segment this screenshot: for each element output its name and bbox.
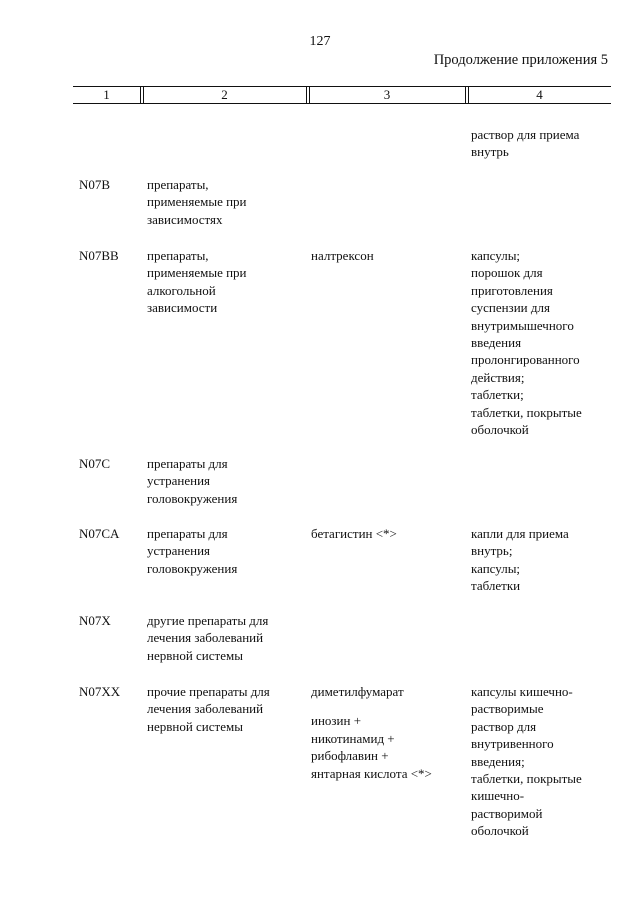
- substance-cell: [311, 683, 461, 782]
- table-header-row: [73, 86, 611, 104]
- appendix-continuation-label: Продолжение приложения 5: [433, 52, 608, 68]
- group-name-cell: [147, 455, 305, 507]
- atc-code-cell: N07CA: [79, 526, 120, 541]
- cell-line: растворимой: [471, 805, 543, 821]
- cell-line: порошок для: [471, 265, 543, 281]
- substance-cell: [311, 247, 461, 264]
- header-cell-3: 3: [383, 87, 391, 102]
- header-divider: [306, 87, 307, 103]
- dosage-forms-cell: [471, 247, 611, 438]
- group-name-cell: [147, 176, 305, 228]
- cell-line: головокружения: [147, 560, 238, 576]
- cell-line: устранения: [147, 543, 211, 559]
- cell-line: таблетки;: [471, 387, 524, 403]
- line-gap: [311, 700, 461, 712]
- cell-line: нервной системы: [147, 647, 243, 663]
- cell-line: зависимости: [147, 300, 218, 316]
- atc-code-cell: N07C: [79, 456, 111, 471]
- cell-line: оболочкой: [471, 823, 529, 839]
- cell-line: пролонгированного: [471, 352, 580, 368]
- cell-line: препараты для: [147, 526, 228, 541]
- atc-code-cell: N07XX: [79, 684, 121, 699]
- cell-line: действия;: [471, 369, 525, 385]
- dosage-forms-cell: [471, 525, 611, 595]
- atc-code-cell: N07BB: [79, 248, 119, 263]
- cell-line: бетагистин <*>: [311, 526, 397, 541]
- cell-line: внутривенного: [471, 736, 554, 752]
- cell-line: раствор для: [471, 718, 537, 734]
- cell-line: другие препараты для: [147, 613, 269, 628]
- cell-line: рибофлавин +: [311, 748, 389, 764]
- cell-line: нервной системы: [147, 718, 243, 734]
- dosage-forms-cell: [471, 683, 611, 840]
- cell-line: капсулы;: [471, 248, 521, 263]
- cell-line: капсулы кишечно-: [471, 684, 573, 699]
- cell-line: кишечно-: [471, 788, 525, 804]
- header-divider: [465, 87, 466, 103]
- cell-line: применяемые при: [147, 265, 247, 281]
- header-divider: [140, 87, 141, 103]
- group-name-cell: [147, 525, 305, 577]
- cell-line: налтрексон: [311, 248, 374, 263]
- cell-line: таблетки, покрытые: [471, 771, 582, 787]
- header-cell-2: 2: [221, 87, 228, 102]
- atc-code-cell: N07X: [79, 613, 111, 628]
- page-number: 127: [309, 34, 331, 49]
- cell-line: растворимые: [471, 701, 544, 717]
- dosage-forms-cell: [471, 126, 611, 161]
- cell-line: капли для приема: [471, 526, 569, 541]
- cell-line: введения: [471, 335, 522, 351]
- cell-line: зависимостях: [147, 211, 223, 227]
- cell-line: янтарная кислота <*>: [311, 765, 432, 781]
- cell-line: таблетки: [471, 578, 521, 594]
- substance-cell: [311, 525, 461, 542]
- group-name-cell: [147, 612, 305, 664]
- cell-line: алкогольной: [147, 282, 216, 298]
- cell-line: применяемые при: [147, 194, 247, 210]
- cell-line: внутрь: [471, 144, 509, 160]
- header-cell-1: 1: [103, 87, 110, 102]
- cell-line: лечения заболеваний: [147, 701, 264, 717]
- cell-line: головокружения: [147, 490, 238, 506]
- cell-line: устранения: [147, 473, 211, 489]
- cell-line: раствор для приема: [471, 127, 580, 142]
- cell-line: капсулы;: [471, 560, 521, 576]
- cell-line: инозин +: [311, 713, 362, 729]
- cell-line: внутримышечного: [471, 317, 574, 333]
- group-name-cell: [147, 247, 305, 317]
- cell-line: суспензии для: [471, 300, 550, 316]
- cell-line: никотинамид +: [311, 730, 395, 746]
- cell-line: лечения заболеваний: [147, 630, 264, 646]
- cell-line: прочие препараты для: [147, 684, 270, 699]
- cell-line: диметилфумарат: [311, 684, 404, 699]
- cell-line: препараты для: [147, 456, 228, 471]
- cell-line: таблетки, покрытые: [471, 404, 582, 420]
- group-name-cell: [147, 683, 305, 735]
- cell-line: внутрь;: [471, 543, 513, 559]
- cell-line: препараты,: [147, 177, 209, 192]
- cell-line: оболочкой: [471, 422, 529, 438]
- cell-line: препараты,: [147, 248, 209, 263]
- header-cell-4: 4: [536, 87, 543, 102]
- cell-line: введения;: [471, 753, 525, 769]
- cell-line: приготовления: [471, 282, 553, 298]
- atc-code-cell: N07B: [79, 177, 111, 192]
